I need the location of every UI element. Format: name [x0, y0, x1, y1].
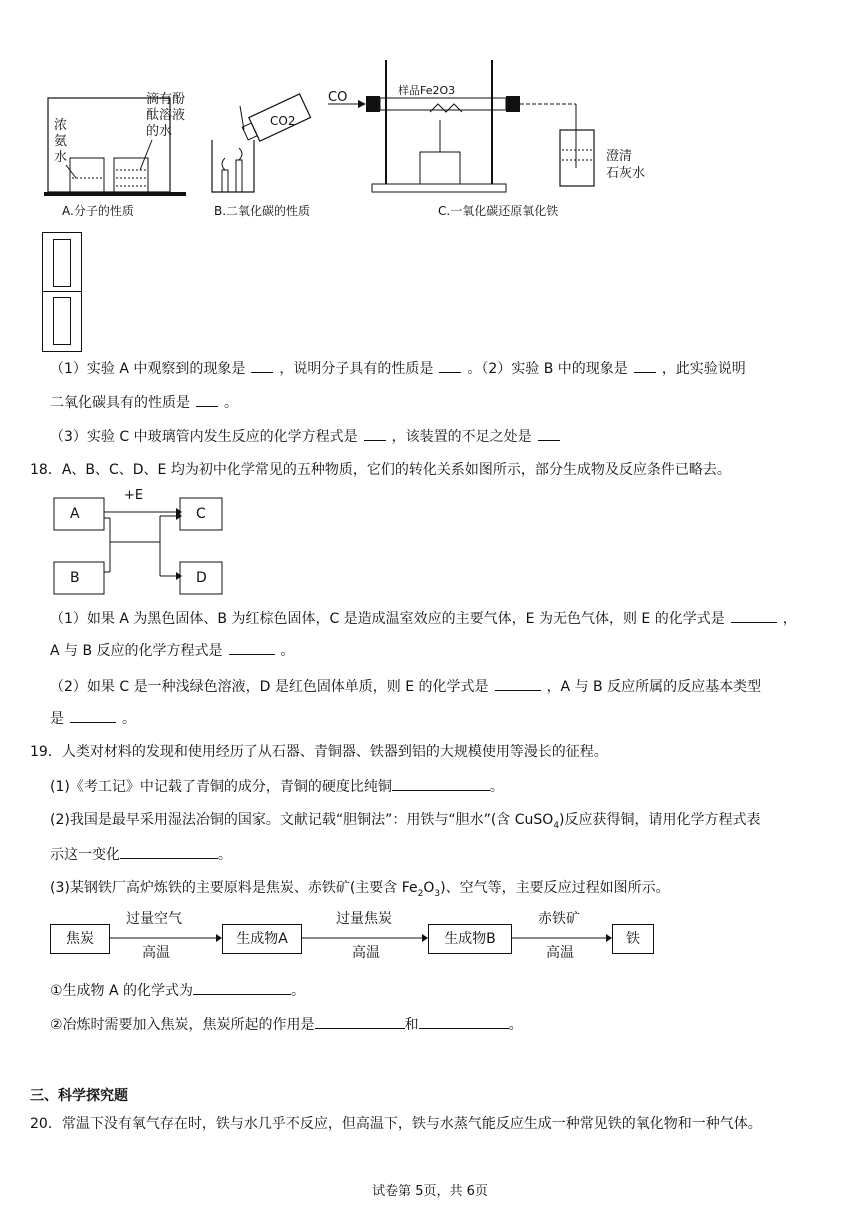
- frame-inner-bottom: [53, 297, 71, 345]
- q18-text: 。: [280, 643, 295, 659]
- answer-blank[interactable]: [315, 1014, 405, 1029]
- flow-arrow1-top: 过量空气: [126, 911, 182, 927]
- answer-blank[interactable]: [229, 640, 275, 655]
- figure-a-label-right-3: 的水: [146, 124, 173, 139]
- q18-text: 是: [50, 711, 64, 727]
- figure-b-co2: [212, 94, 311, 192]
- q18-p2-cont: [50, 708, 136, 729]
- flow-arrow3-bottom: 高温: [546, 945, 574, 961]
- figure-a-label-right: [146, 92, 185, 140]
- q17-text: ，说明分子具有的性质是: [279, 361, 434, 377]
- q17-text: 二氧化碳具有的性质是: [50, 395, 190, 411]
- q18-box-d: D: [196, 570, 207, 586]
- q19-text: (1)《考工记》中记载了青铜的成分，青铜的硬度比纯铜: [50, 779, 392, 795]
- answer-blank[interactable]: [196, 392, 218, 407]
- figure-c-right-2: 石灰水: [606, 166, 646, 181]
- flow-box-coke: [50, 924, 110, 954]
- flow-arrow1-bottom: 高温: [142, 945, 170, 961]
- q18-text: ，A 与 B 反应所属的反应基本类型: [546, 679, 762, 695]
- q17-text: 。（2）实验 B 中的现象是: [467, 361, 628, 377]
- q18-text: A 与 B 反应的化学方程式是: [50, 643, 223, 659]
- q19-text: 。: [508, 1017, 523, 1033]
- flow-box-product-a-label: 生成物A: [236, 931, 288, 947]
- q19-text: O: [423, 880, 435, 896]
- q17-text: 。: [224, 395, 238, 411]
- answer-blank[interactable]: [731, 608, 777, 623]
- q17-line3: [50, 426, 566, 447]
- q19-p1: [50, 776, 504, 797]
- answer-blank[interactable]: [634, 358, 656, 373]
- q18-stem: 18．A、B、C、D、E 均为初中化学常见的五种物质，它们的转化关系如图所示，部分生成物及反应条件已略去。: [30, 462, 731, 478]
- answer-blank[interactable]: [419, 1014, 509, 1029]
- q19-s1: [50, 980, 305, 1001]
- q18-plus-e: +E: [124, 488, 144, 503]
- figure-a-label-right-2: 酞溶液: [146, 108, 186, 123]
- answer-blank[interactable]: [120, 844, 218, 859]
- q19-text: 。: [291, 983, 306, 999]
- figure-b-caption: B.二氧化碳的性质: [214, 204, 311, 218]
- q19-p2: [50, 810, 761, 836]
- q17-text: ，此实验说明: [661, 361, 746, 377]
- figure-a-label-right-1: 滴有酚: [146, 92, 186, 107]
- answer-blank[interactable]: [538, 426, 560, 441]
- figure-a-label-left-text: 浓氨水: [54, 118, 68, 165]
- q19-sub: 2: [417, 888, 424, 899]
- flow-arrow2-top: 过量焦炭: [336, 911, 392, 927]
- figure-c-right-1: 澄清: [606, 149, 633, 164]
- flow-box-iron: [612, 924, 654, 954]
- q19-text: 和: [404, 1017, 419, 1033]
- q19-text: )反应获得铜，请用化学方程式表: [559, 812, 761, 828]
- q19-sub: 4: [553, 820, 560, 831]
- q19-text: )、空气等，主要反应过程如图所示。: [440, 880, 670, 896]
- q19-text: (2)我国是最早采用湿法冶铜的国家。文献记载“胆铜法”：用铁与“胆水”(含 CuSO: [50, 812, 554, 828]
- q19-text: ①生成物 A 的化学式为: [50, 983, 194, 999]
- q17-text: ，该装置的不足之处是: [391, 429, 532, 445]
- flow-box-coke-label: 焦炭: [66, 931, 94, 947]
- answer-blank[interactable]: [251, 358, 273, 373]
- experiment-figures: [40, 60, 640, 220]
- q19-text: 。: [489, 779, 504, 795]
- q18-p1-cont: [50, 640, 295, 661]
- answer-blank[interactable]: [364, 426, 386, 441]
- q19-text: 示这一变化: [50, 847, 120, 863]
- q17-text: （1）实验 A 中观察到的现象是: [50, 361, 246, 377]
- answer-blank[interactable]: [392, 776, 490, 791]
- answer-blank[interactable]: [495, 676, 541, 691]
- figure-a-caption: A.分子的性质: [62, 204, 134, 218]
- q18-box-a: A: [70, 506, 80, 522]
- q17-line2: [50, 392, 238, 413]
- frame-divider: [43, 291, 81, 292]
- q19-stem: 19．人类对材料的发现和使用经历了从石器、青铜器、铁器到铝的大规模使用等漫长的征程。: [30, 744, 608, 760]
- q18-p2: [50, 676, 761, 697]
- figure-b-bottle-label: CO2: [270, 114, 296, 128]
- figure-c-co-label: CO: [328, 90, 348, 105]
- q17-text: （3）实验 C 中玻璃管内发生反应的化学方程式是: [50, 429, 358, 445]
- q17-line1: [50, 358, 746, 379]
- figure-c-reduction: [328, 60, 594, 192]
- flow-box-product-b-label: 生成物B: [444, 931, 496, 947]
- q18-text: 。: [122, 711, 136, 727]
- figure-c-caption: C.一氧化碳还原氧化铁: [438, 204, 559, 218]
- figure-c-right-label: [606, 148, 645, 182]
- figure-a-label-left: [54, 118, 68, 166]
- q18-p1: [50, 608, 797, 629]
- q19-p2-cont: [50, 844, 232, 865]
- flow-arrow3-top: 赤铁矿: [538, 911, 580, 927]
- q19-s2: [50, 1014, 523, 1035]
- flow-arrow2-bottom: 高温: [352, 945, 380, 961]
- q18-box-c: C: [196, 506, 206, 522]
- frame-inner-top: [53, 239, 71, 287]
- flow-box-iron-label: 铁: [626, 931, 640, 947]
- q19-text: ②冶炼时需要加入焦炭，焦炭所起的作用是: [50, 1017, 315, 1033]
- q18-box-b: B: [70, 570, 80, 586]
- answer-blank[interactable]: [70, 708, 116, 723]
- figure-c-sample-label: 样品Fe2O3: [398, 84, 456, 97]
- q20-stem: 20．常温下没有氧气存在时，铁与水几乎不反应，但高温下，铁与水蒸气能反应生成一种常见铁的氧化物和一种气体。: [30, 1116, 762, 1132]
- frame-placeholder: [42, 232, 82, 352]
- q19-p3: [50, 878, 670, 904]
- section-title: 三、科学探究题: [30, 1088, 128, 1104]
- page-footer: 试卷第 5页，共 6页: [372, 1184, 488, 1199]
- q18-text: （2）如果 C 是一种浅绿色溶液，D 是红色固体单质，则 E 的化学式是: [50, 679, 489, 695]
- answer-blank[interactable]: [193, 980, 291, 995]
- q19-text: 。: [218, 847, 232, 863]
- q19-text: (3)某钢铁厂高炉炼铁的主要原料是焦炭、赤铁矿(主要含 Fe: [50, 880, 418, 896]
- answer-blank[interactable]: [439, 358, 461, 373]
- q19-sub: 3: [434, 888, 441, 899]
- q18-text: ，: [782, 611, 797, 627]
- q18-text: （1）如果 A 为黑色固体、B 为红棕色固体，C 是造成温室效应的主要气体，E 为无色气体，则 E 的化学式是: [50, 611, 725, 627]
